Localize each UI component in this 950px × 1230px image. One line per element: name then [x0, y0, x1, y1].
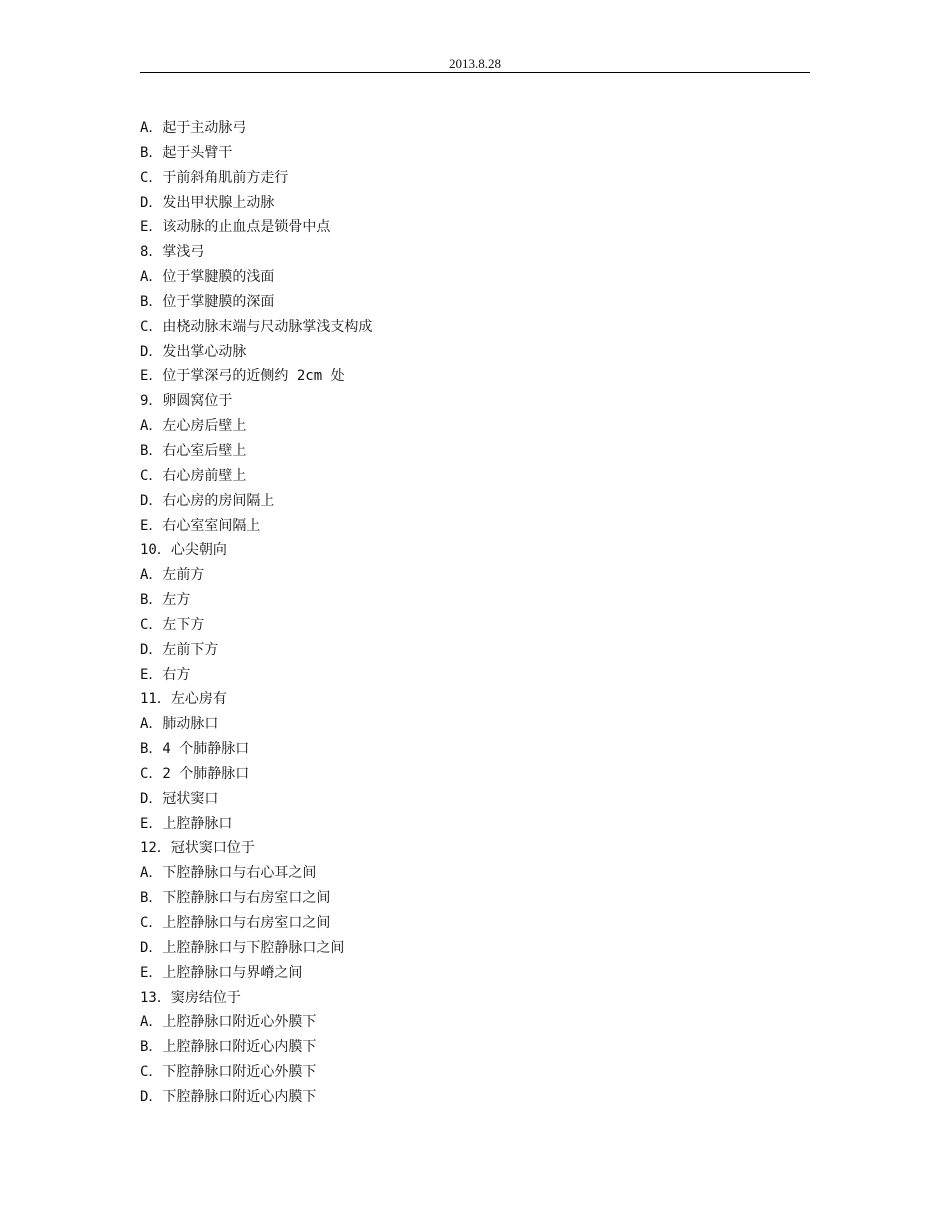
- answer-option: A．肺动脉口: [140, 716, 219, 733]
- answer-option: C．下腔静脉口附近心外膜下: [140, 1064, 317, 1081]
- answer-option: D．下腔静脉口附近心内膜下: [140, 1088, 317, 1105]
- answer-option: A．起于主动脉弓: [140, 120, 247, 136]
- answer-option: E．该动脉的止血点是锁骨中点: [140, 219, 331, 236]
- question-stem: 12．冠状窦口位于: [140, 840, 255, 857]
- answer-option: E．右方: [140, 666, 191, 683]
- answer-option: B．右心室后壁上: [140, 442, 247, 459]
- answer-option: C．于前斜角肌前方走行: [140, 169, 289, 186]
- answer-option: B．上腔静脉口附近心内膜下: [140, 1039, 317, 1056]
- answer-option: B．下腔静脉口与右房室口之间: [140, 890, 331, 907]
- answer-option: C．右心房前壁上: [140, 467, 247, 484]
- question-stem: 11．左心房有: [140, 691, 227, 708]
- answer-option: B．起于头臂干: [140, 144, 233, 161]
- answer-option: D．发出甲状腺上动脉: [140, 194, 275, 211]
- page-header-date: 2013.8.28: [449, 56, 501, 71]
- answer-option: A．左前方: [140, 567, 205, 584]
- question-stem: 8．掌浅弓: [140, 244, 205, 261]
- answer-option: B．左方: [140, 592, 191, 609]
- answer-option: C．由桡动脉末端与尺动脉掌浅支构成: [140, 318, 373, 335]
- answer-option: A．下腔静脉口与右心耳之间: [140, 865, 317, 882]
- answer-option: A．左心房后壁上: [140, 418, 247, 435]
- answer-option: C．上腔静脉口与右房室口之间: [140, 915, 331, 931]
- answer-option: E．上腔静脉口与界嵴之间: [140, 964, 303, 981]
- answer-option: D．冠状窦口: [140, 790, 219, 807]
- answer-option: E．位于掌深弓的近侧约 2cm 处: [140, 368, 345, 385]
- answer-option: C．2 个肺静脉口: [140, 765, 250, 782]
- answer-option: E．右心室室间隔上: [140, 517, 261, 534]
- answer-option: D．左前下方: [140, 641, 219, 658]
- answer-option: B．位于掌腱膜的深面: [140, 293, 275, 310]
- answer-option: D．发出掌心动脉: [140, 343, 247, 360]
- answer-option: D．右心房的房间隔上: [140, 492, 275, 509]
- answer-option: A．位于掌腱膜的浅面: [140, 269, 275, 286]
- question-list: [140, 116, 810, 1110]
- question-stem: 9．卵圆窝位于: [140, 393, 233, 410]
- answer-option: B．4 个肺静脉口: [140, 741, 250, 758]
- answer-option: D．上腔静脉口与下腔静脉口之间: [140, 939, 345, 956]
- question-stem: 10．心尖朝向: [140, 542, 227, 559]
- answer-option: A．上腔静脉口附近心外膜下: [140, 1014, 317, 1031]
- header-divider: [140, 72, 810, 73]
- answer-option: C．左下方: [140, 616, 205, 633]
- question-stem: 13．窦房结位于: [140, 989, 241, 1006]
- answer-option: E．上腔静脉口: [140, 815, 233, 832]
